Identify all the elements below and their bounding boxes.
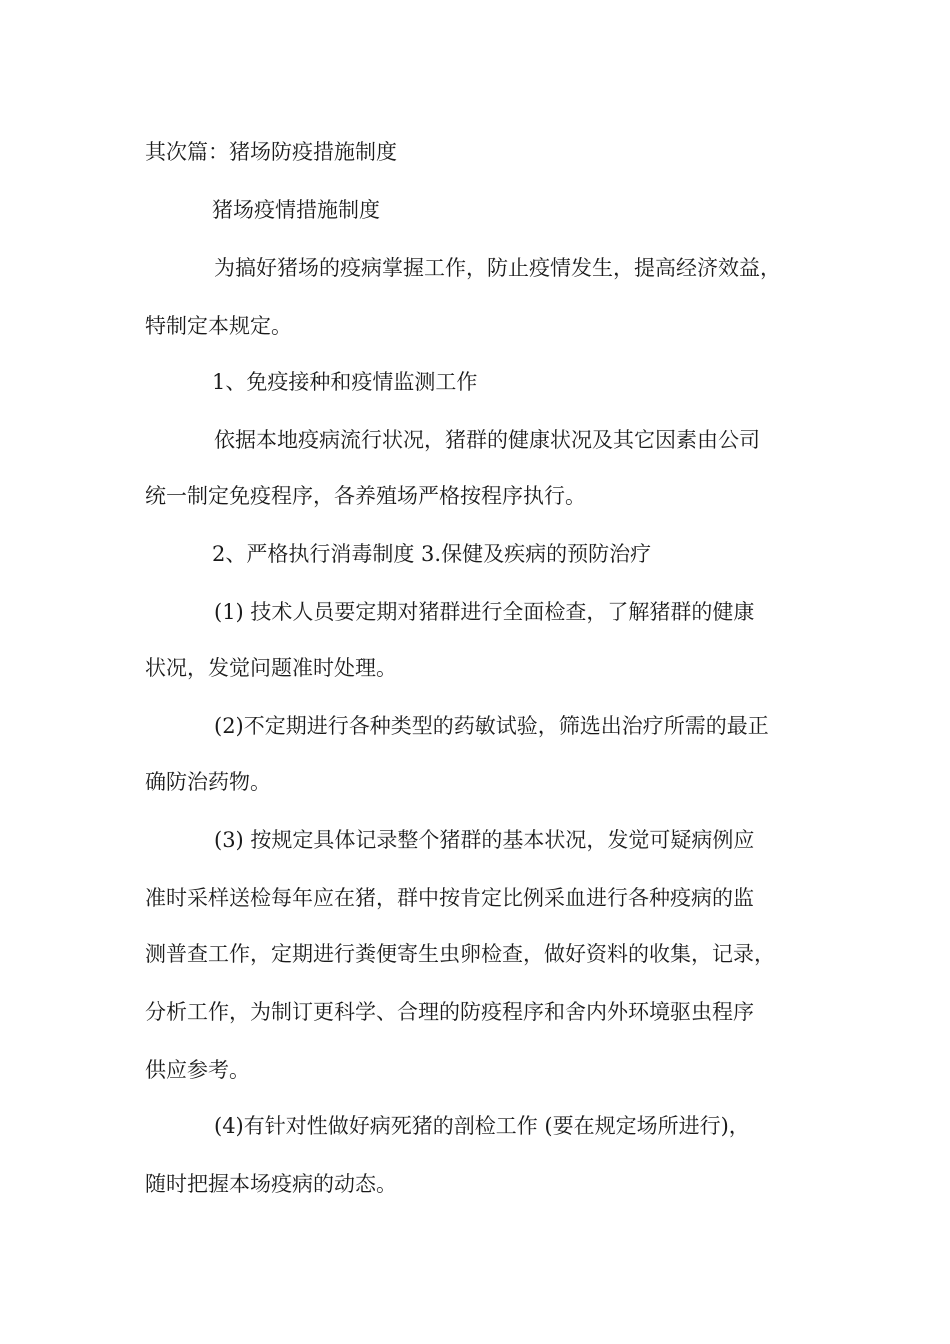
- paragraph-line: 特制定本规定。: [145, 314, 292, 338]
- paragraph-line: 供应参考。: [145, 1058, 250, 1082]
- subtitle: 猪场疫情措施制度: [212, 198, 380, 222]
- item-heading: 1、免疫接种和疫情监测工作: [212, 370, 478, 394]
- paragraph-line: (2)不定期进行各种类型的药敏试验，筛选出治疗所需的最正: [214, 714, 769, 738]
- paragraph-line: (3) 按规定具体记录整个猪群的基本状况，发觉可疑病例应: [214, 828, 755, 852]
- paragraph-line: 为搞好猪场的疫病掌握工作，防止疫情发生，提高经济效益，: [214, 256, 781, 280]
- paragraph-line: (4)有针对性做好病死猪的剖检工作 (要在规定场所进行)，: [214, 1114, 750, 1138]
- paragraph-line: 统一制定免疫程序，各养殖场严格按程序执行。: [145, 484, 586, 508]
- paragraph-line: 确防治药物。: [145, 770, 271, 794]
- paragraph-line: 依据本地疫病流行状况，猪群的健康状况及其它因素由公司: [214, 428, 760, 452]
- paragraph-line: 分析工作，为制订更科学、合理的防疫程序和舍内外环境驱虫程序: [145, 1000, 754, 1024]
- paragraph-line: 测普查工作，定期进行粪便寄生虫卵检查，做好资料的收集，记录，: [145, 942, 775, 966]
- section-title: 其次篇：猪场防疫措施制度: [145, 140, 397, 164]
- paragraph-line: (1) 技术人员要定期对猪群进行全面检查，了解猪群的健康: [214, 600, 755, 624]
- paragraph-line: 准时采样送检每年应在猪，群中按肯定比例采血进行各种疫病的监: [145, 886, 754, 910]
- paragraph-line: 随时把握本场疫病的动态。: [145, 1172, 397, 1196]
- paragraph-line: 状况，发觉问题准时处理。: [145, 656, 397, 680]
- item-heading: 2、严格执行消毒制度 3.保健及疾病的预防治疗: [212, 542, 652, 566]
